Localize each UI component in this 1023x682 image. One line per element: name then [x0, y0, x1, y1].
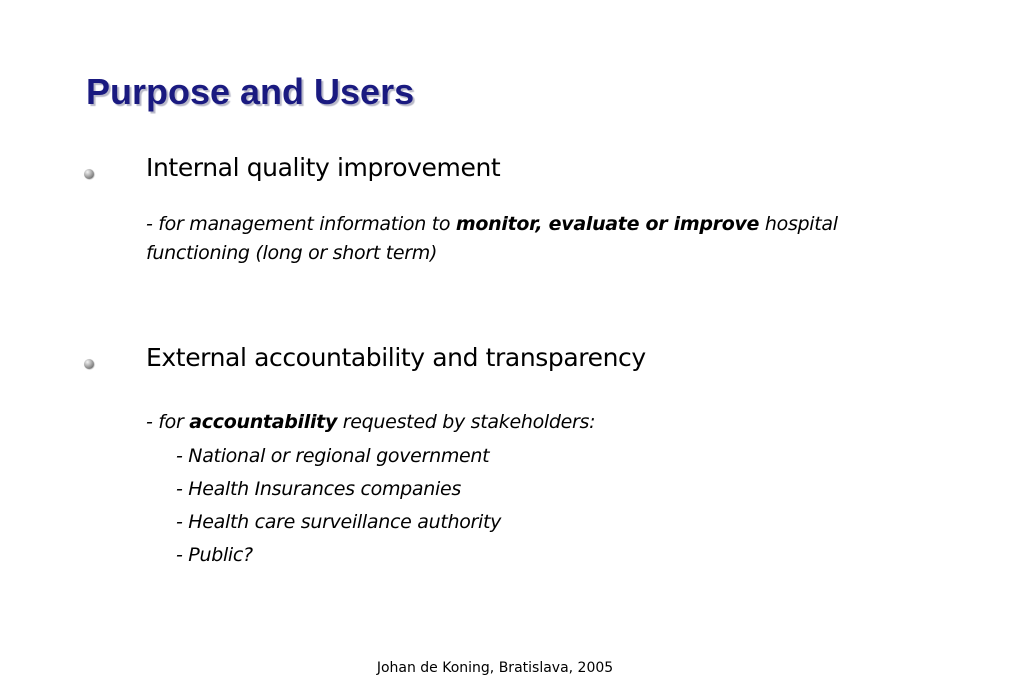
- bullet-internal-quality: Internal quality improvement: [146, 153, 501, 182]
- bullet-external-accountability-detail: [146, 408, 595, 437]
- stakeholder-item: - Health Insurances companies: [176, 478, 461, 500]
- detail-prefix: - for: [146, 411, 190, 433]
- stakeholder-item: - Public?: [176, 544, 253, 566]
- detail-emphasis: accountability: [189, 411, 338, 433]
- detail-suffix: hospital functioning (long or short term): [146, 213, 838, 264]
- sphere-bullet-icon: [84, 169, 94, 179]
- detail-suffix: requested by stakeholders:: [337, 411, 596, 433]
- detail-prefix: - for management information to: [146, 213, 456, 235]
- detail-emphasis: monitor, evaluate or improve: [455, 213, 760, 235]
- sphere-bullet-icon: [84, 359, 94, 369]
- stakeholder-item: - Health care surveillance authority: [176, 511, 502, 533]
- bullet-external-accountability: External accountability and transparency: [146, 343, 646, 372]
- stakeholder-list: [176, 440, 501, 572]
- slide-footer: Johan de Koning, Bratislava, 2005: [376, 660, 614, 676]
- slide-title: Purpose and Users: [86, 71, 415, 112]
- bullet-internal-quality-detail: [146, 210, 936, 268]
- stakeholder-item: - National or regional government: [176, 445, 490, 467]
